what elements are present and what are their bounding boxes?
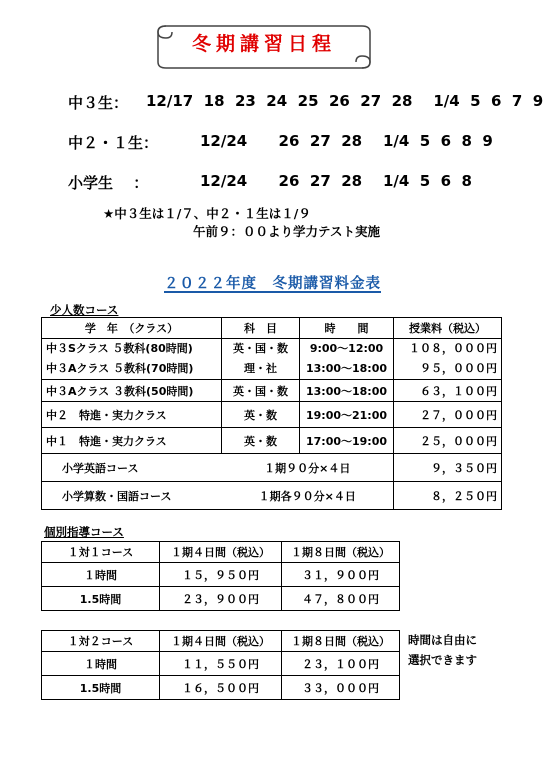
- table-row: [42, 454, 502, 482]
- table-row: [42, 587, 400, 611]
- subject: 英・国・数: [233, 342, 288, 355]
- table-row: [42, 402, 502, 428]
- fee: ２７，０００円: [394, 402, 502, 428]
- fee: ２３，１００円: [282, 652, 400, 676]
- class-name: 中３Aクラス ３教科(50時間): [42, 380, 222, 402]
- col-header-course: １対２コース: [42, 631, 160, 652]
- time: 13:00～18:00: [305, 362, 388, 375]
- schedule-label-j21: 中２・１生：: [68, 134, 159, 152]
- col-header-fee: 授業料（税込）: [394, 318, 502, 339]
- subject: 英・数: [222, 428, 300, 454]
- one-to-two-table: [41, 630, 400, 700]
- test-note-1: ★中３生は１/７、中２・１生は１/９: [103, 206, 311, 221]
- time: 9:00～12:00: [309, 342, 384, 355]
- course-name: 小学英語コース: [42, 454, 222, 482]
- small-group-table: [41, 317, 502, 510]
- fee-table-title: ２０２２年度 冬期講習料金表: [164, 276, 381, 292]
- schedule-label-j3: 中３生：: [68, 94, 129, 112]
- col-header-subject: 科 目: [222, 318, 300, 339]
- course-detail: １期各９０分×４日: [222, 482, 394, 510]
- col-header-4days: １期４日間（税込）: [160, 542, 282, 563]
- fee: ９，３５０円: [394, 454, 502, 482]
- time: 17:00～19:00: [300, 428, 394, 454]
- col-header-8days: １期８日間（税込）: [282, 542, 400, 563]
- schedule-dates-j21: 12/24 26 27 28 1/4 5 6 8 9: [200, 132, 493, 150]
- fee: ２５，０００円: [394, 428, 502, 454]
- duration: 1.5時間: [42, 587, 160, 611]
- fee: ３３，０００円: [282, 676, 400, 700]
- fee: １０８，０００円: [409, 342, 497, 355]
- table-row: [42, 339, 502, 380]
- table-row: [42, 482, 502, 510]
- table-row: [42, 563, 400, 587]
- class-name: 中３Sクラス ５教科(80時間): [46, 342, 193, 355]
- course-detail: １期９０分×４日: [222, 454, 394, 482]
- duration: 1.5時間: [42, 676, 160, 700]
- individual-label: 個別指導コース: [44, 525, 124, 539]
- class-name: 中２ 特進・実力クラス: [42, 402, 222, 428]
- schedule-dates-j3: 12/17 18 23 24 25 26 27 28 1/4 5 6 7 9: [146, 92, 544, 110]
- fee: ２３，９００円: [160, 587, 282, 611]
- course-name: 小学算数・国語コース: [42, 482, 222, 510]
- page-title: 冬期講習日程: [191, 33, 336, 55]
- schedule-dates-elem: 12/24 26 27 28 1/4 5 6 8: [200, 172, 472, 190]
- time: 13:00～18:00: [300, 380, 394, 402]
- side-note-line2: 選択できます: [408, 653, 477, 667]
- fee: １１，５５０円: [160, 652, 282, 676]
- fee: ６３，１００円: [394, 380, 502, 402]
- class-name: 中１ 特進・実力クラス: [42, 428, 222, 454]
- duration: １時間: [42, 652, 160, 676]
- fee: ８，２５０円: [394, 482, 502, 510]
- subject: 英・数: [222, 402, 300, 428]
- class-name: 中３Aクラス ５教科(70時間): [46, 362, 194, 375]
- fee: ３１，９００円: [282, 563, 400, 587]
- col-header-course: １対１コース: [42, 542, 160, 563]
- schedule-label-elem: 小学生 ：: [68, 174, 149, 192]
- table-row: [42, 380, 502, 402]
- time: 19:00～21:00: [300, 402, 394, 428]
- subject: 英・国・数: [222, 380, 300, 402]
- fee: １６，５００円: [160, 676, 282, 700]
- col-header-8days: １期８日間（税込）: [282, 631, 400, 652]
- side-note-line1: 時間は自由に: [408, 633, 477, 647]
- col-header-time: 時 間: [300, 318, 394, 339]
- fee: １５，９５０円: [160, 563, 282, 587]
- table-row: [42, 652, 400, 676]
- one-to-one-table: [41, 541, 400, 611]
- duration: １時間: [42, 563, 160, 587]
- col-header-4days: １期４日間（税込）: [160, 631, 282, 652]
- fee: ９５，０００円: [420, 362, 497, 375]
- table-row: [42, 428, 502, 454]
- col-header-class: 学 年 （クラス）: [42, 318, 222, 339]
- table-row: [42, 676, 400, 700]
- subject: 理・社: [244, 362, 277, 375]
- fee: ４７，８００円: [282, 587, 400, 611]
- test-note-2: 午前９：００より学力テスト実施: [193, 224, 381, 239]
- small-group-label: 少人数コース: [50, 303, 119, 317]
